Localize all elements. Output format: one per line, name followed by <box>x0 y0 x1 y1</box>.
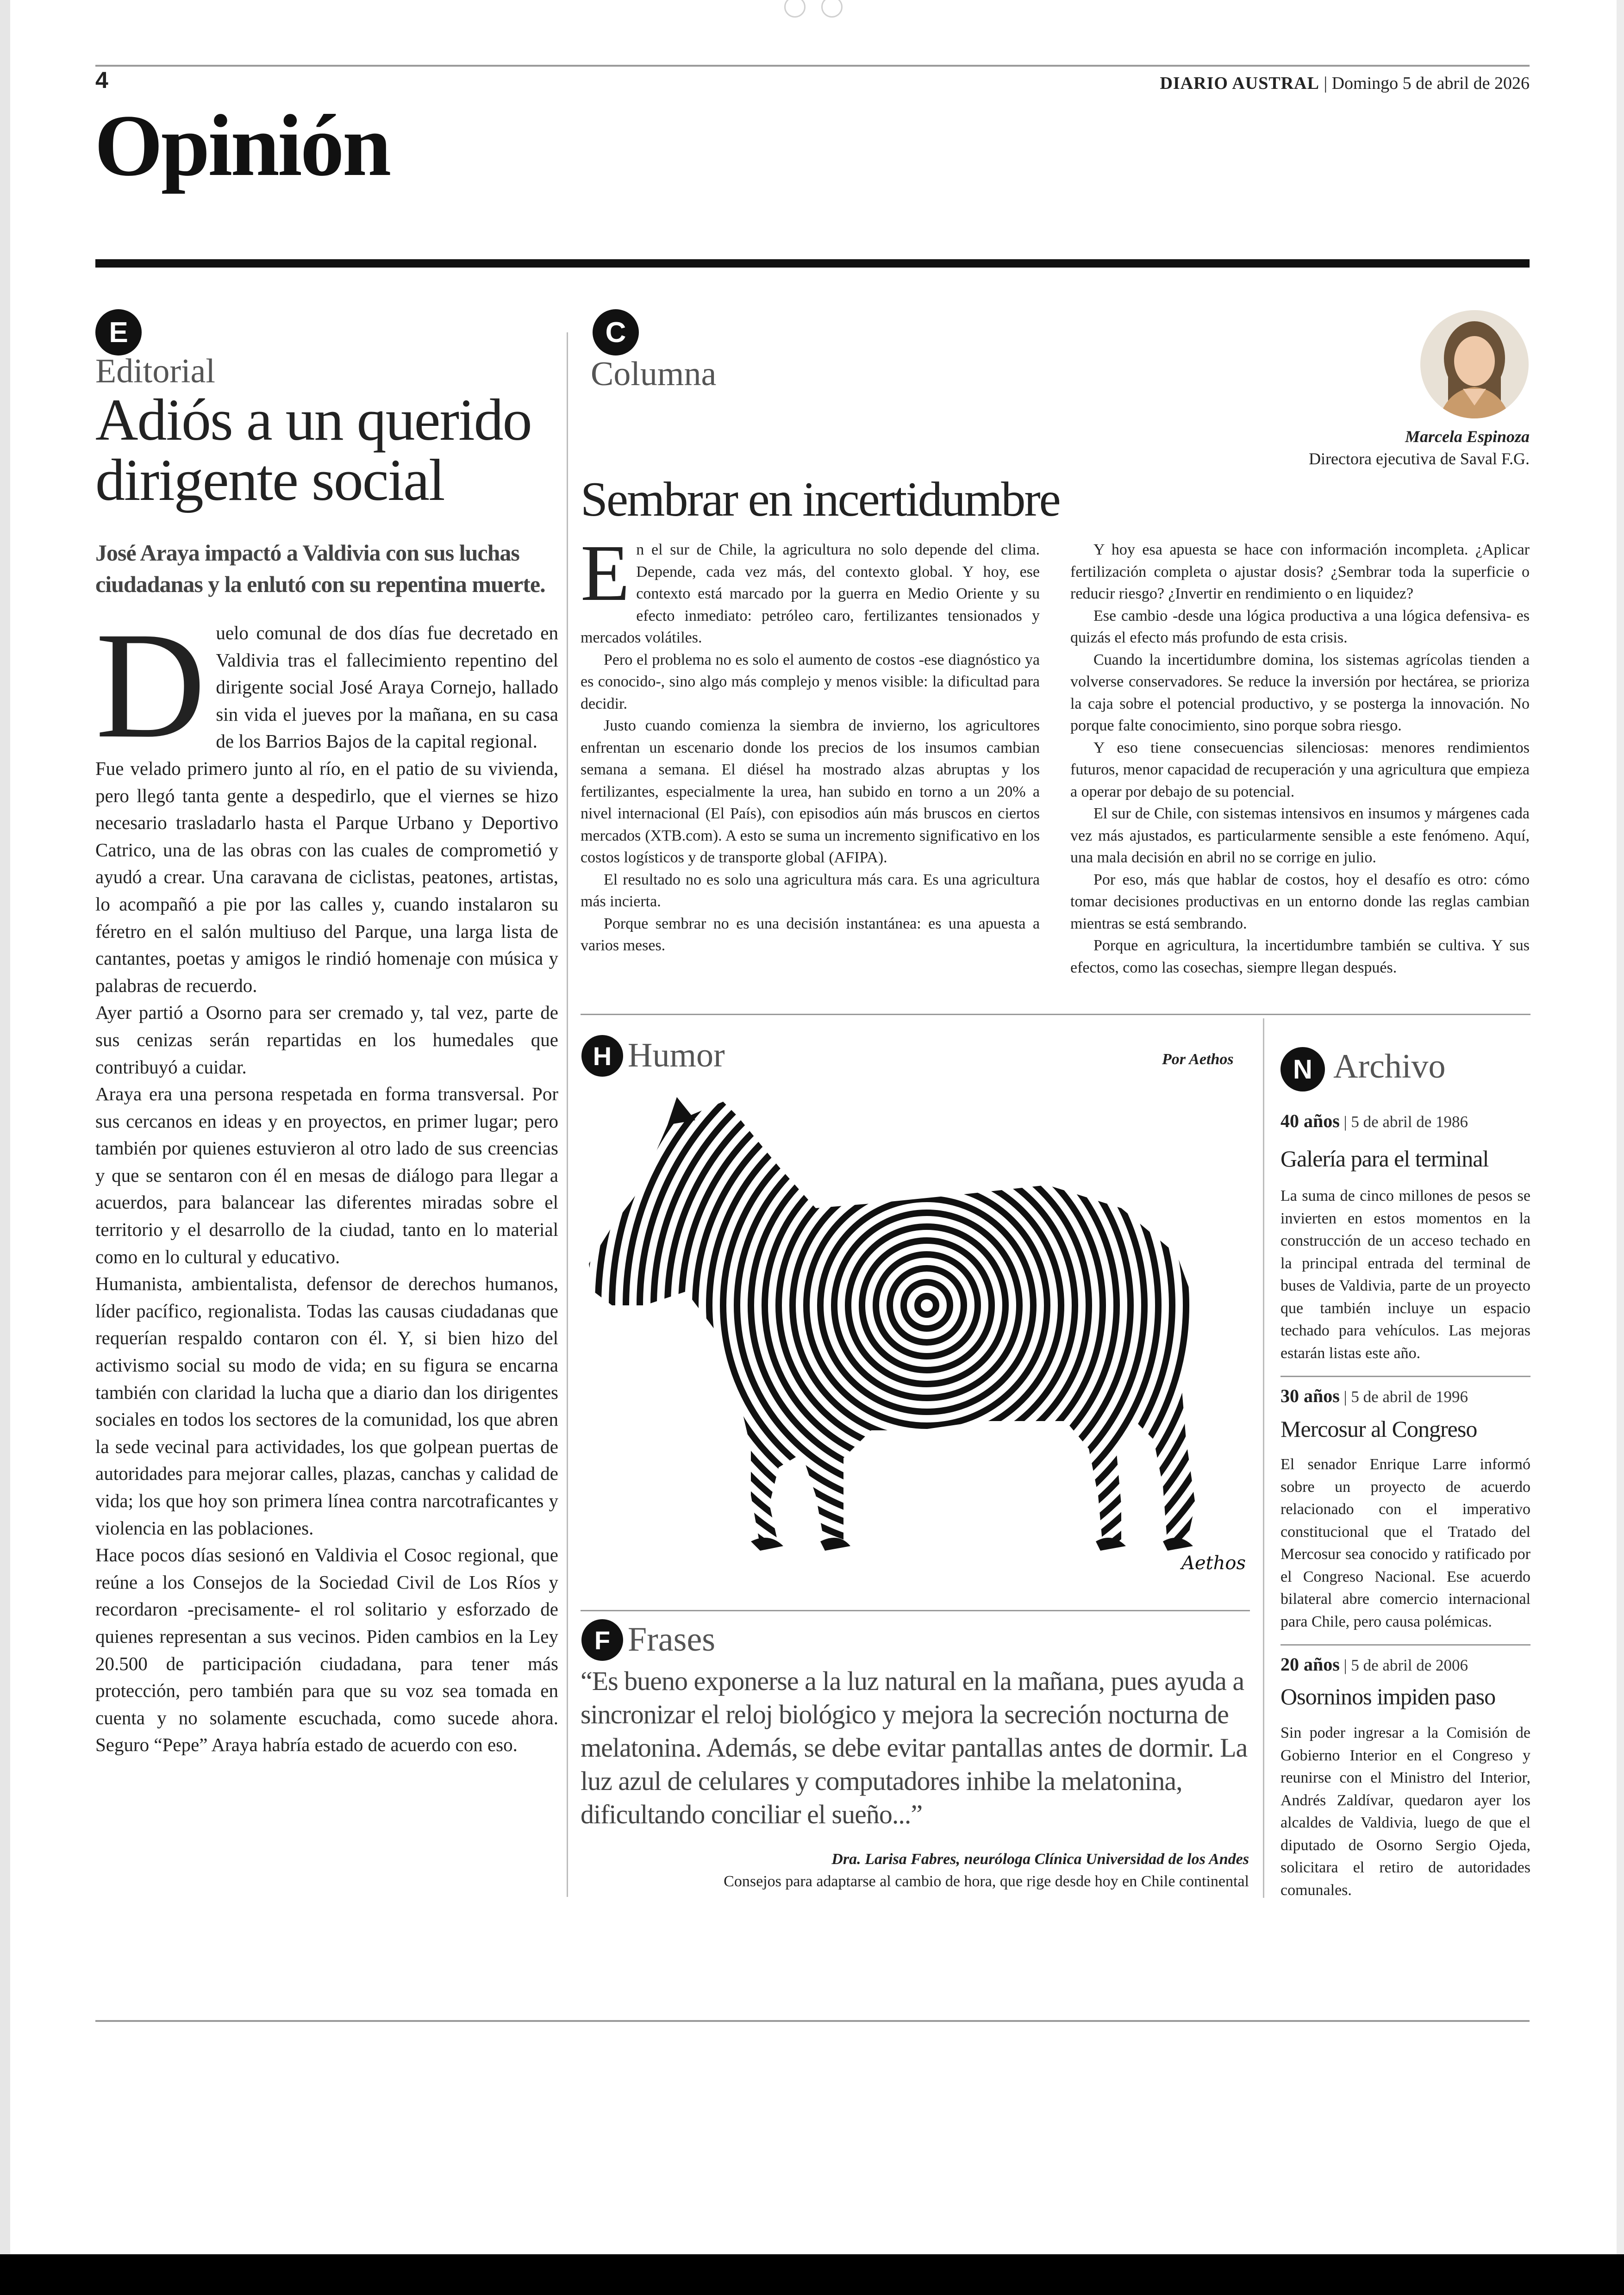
editorial-headline: Adiós a un querido dirigente social <box>95 387 531 513</box>
issue-date: Domingo 5 de abril de 2026 <box>1331 74 1530 93</box>
archivo-date: 5 de abril de 1986 <box>1351 1113 1468 1131</box>
editorial-paragraph: Humanista, ambientalista, defensor de derechos humanos, líder pacífico, regionalista. Todas las causas ciudadanas que requerían respaldo contaron con él. Y, si bien hizo del activismo social su modo de vida; en su figura se encarna también con claridad la lucha que a diario dan los dirigentes sociales en todos los sectores de la comunidad, los que abren la sede vecinal para actividades, los que golpean puertas de autoridades para mejorar calles, plazas, canchas y calidad de vida; los que hoy son primera línea contra narcotraficantes y violencia en las poblaciones. <box>95 1273 558 1539</box>
frases-label: Frases <box>628 1621 716 1659</box>
archivo-years: 40 años <box>1280 1110 1340 1131</box>
column-paragraph: Porque sembrar no es una decisión instantánea: es una apuesta a varios meses. <box>581 915 1040 954</box>
section-rule <box>95 259 1530 268</box>
archivo-item-title: Mercosur al Congreso <box>1280 1416 1477 1442</box>
column-paragraph: Porque en agricultura, la incertidumbre también se cultiva. Y sus efectos, como las cosechas, siempre llegan después. <box>1070 937 1530 976</box>
archivo-date: 5 de abril de 1996 <box>1351 1388 1468 1406</box>
frases-author: Dra. Larisa Fabres, neuróloga Clínica Universidad de los Andes <box>831 1851 1249 1868</box>
column-badge: C <box>593 309 639 355</box>
archivo-item-title: Galería para el terminal <box>1280 1146 1489 1172</box>
editorial-paragraph: Hace pocos días sesionó en Valdivia el Cosoc regional, que reúne a los Consejos de la Sociedad Civil de Los Ríos y recordaron -precisamente- el rol solitario y esforzado de quienes representan a sus vecinos. Piden cambios en la Ley 20.500 de participación ciudadana, para tener más protección, pero también para que su voz sea tomada en cuenta y no solamente escuchada, como sucede ahora. Seguro “Pepe” Araya habría estado de acuerdo con eso. <box>95 1544 558 1756</box>
frases-note: Consejos para adaptarse al cambio de hora, que rige desde hoy en Chile continental <box>724 1873 1249 1890</box>
editorial-paragraph: Fue velado primero junto al río, en el patio de su vivienda, pero llegó tanta gente a despedirlo, que el viernes se hizo necesario trasladarlo hasta el Parque Urbano y Deportivo Catrico, una de las obras con las cuales de comprometió y ayudó a crear. Una caravana de ciclistas, peatones, artistas, lo acompañó a pie por las calles y, cuando instalaron su féretro en el salón multiuso del Parque, una larga lista de cantantes, poetas y amigos le rindió homenaje con música y palabras de recuerdo. <box>95 757 558 996</box>
column-paragraph: Y hoy esa apuesta se hace con información incompleta. ¿Aplicar fertilización completa o ajustar dosis? ¿Sembrar toda la superficie o reducir riesgo? ¿Invertir en rendimiento o en liquidez? <box>1070 541 1530 602</box>
archivo-label: Archivo <box>1333 1048 1446 1085</box>
column-headline: Sembrar en incertidumbre <box>581 472 1060 526</box>
newspaper-name: DIARIO AUSTRAL <box>1160 74 1319 93</box>
column-paragraph: El sur de Chile, con sistemas intensivos en insumos y márgenes cada vez más ajustados, es particularmente sensible a este fenómeno. Aquí, una mala decisión en abril no se corrige en julio. <box>1070 805 1530 866</box>
archivo-item-meta: 30 años | 5 de abril de 1996 <box>1280 1385 1468 1406</box>
column-label: Columna <box>591 355 717 393</box>
page-nav-prev-icon[interactable] <box>784 0 806 18</box>
author-role: Directora ejecutiva de Saval F.G. <box>1309 449 1530 468</box>
editorial-badge: E <box>95 309 142 355</box>
archivo-item-body: Sin poder ingresar a la Comisión de Gobierno Interior en el Congreso y reunirse con el Ministro del Interior, Andrés Zaldívar, quedaron ayer los alcaldes de Valdivia, luego de que el diputado de Osorno Sergio Ojeda, solicitara el retiro de autoridades comunales. <box>1280 1724 1530 1899</box>
page-number: 4 <box>95 67 108 93</box>
editorial-lead: José Araya impactó a Valdivia con sus luchas ciudadanas y la enlutó con su repentina muerte. <box>95 540 545 597</box>
column-paragraph: El resultado no es solo una agricultura más cara. Es una agricultura más incierta. <box>581 871 1040 910</box>
page-nav-next-icon[interactable] <box>821 0 843 18</box>
header-rule <box>95 65 1530 67</box>
editorial-body <box>95 601 558 1759</box>
archivo-years: 30 años <box>1280 1385 1340 1406</box>
column-paragraph: Ese cambio -desde una lógica productiva a una lógica defensiva- es quizás el efecto más profundo de esta crisis. <box>1070 607 1530 646</box>
author-name: Marcela Espinoza <box>1405 427 1530 446</box>
archivo-item-meta: 20 años | 5 de abril de 2006 <box>1280 1654 1468 1675</box>
frases-rule <box>581 1610 1250 1611</box>
middle-rule <box>581 1014 1530 1015</box>
archivo-item-title: Osorninos impiden paso <box>1280 1684 1496 1709</box>
page-edge-left <box>0 0 10 2254</box>
archivo-date: 5 de abril de 2006 <box>1351 1656 1468 1674</box>
viewer-bottom-bar <box>0 2254 1624 2295</box>
editorial-label: Editorial <box>95 352 215 390</box>
humor-badge: H <box>581 1035 623 1077</box>
archivo-separator <box>1280 1644 1530 1646</box>
zebra-cartoon <box>584 1088 1251 1597</box>
column-divider <box>567 332 568 1897</box>
editorial-paragraph: Ayer partió a Osorno para ser cremado y, tal vez, parte de sus cenizas serán repartidas en los humedales que contribuyó a cuidar. <box>95 1002 558 1078</box>
column-paragraph: Y eso tiene consecuencias silenciosas: menores rendimientos futuros, menor capacidad de recuperación y una agricultura que empieza a operar por debajo de su potencial. <box>1070 739 1530 800</box>
archivo-item-meta: 40 años | 5 de abril de 1986 <box>1280 1110 1468 1131</box>
archivo-item-body: La suma de cinco millones de pesos se invierten en estos momentos en la construcción de un acceso techado en la principal entrada del terminal de buses de Valdivia, parte de un proyecto que también incluye un espacio techado para vehículos. Las mejoras estarán listas este año. <box>1280 1187 1530 1362</box>
archive-divider <box>1263 1018 1264 1898</box>
column-paragraph: Cuando la incertidumbre domina, los sistemas agrícolas tienden a volverse conservadores. Se reduce la inversión por hectárea, se prioriza la caja sobre el potencial productivo, y se posterga la innovación. No porque falte conocimiento, sino porque sobra riesgo. <box>1070 651 1530 734</box>
masthead: DIARIO AUSTRAL | Domingo 5 de abril de 2026 <box>1160 74 1530 93</box>
archivo-item-body: El senador Enrique Larre informó sobre un proyecto de acuerdo relacionado con el imperativo constitucional que el Tratado del Mercosur sea conocido y ratificado por el Congreso Nacional. Ese acuerdo bilateral abre comercio internacional para Chile, pero causa polémicas. <box>1280 1456 1530 1630</box>
column-first-paragraph: n el sur de Chile, la agricultura no solo depende del clima. Depende, cada vez más, del contexto global. Y hoy, ese contexto está marcado por la guerra en Medio Oriente y su efecto inmediato: petróleo caro, fertilizantes tensionados y mercados volátiles. <box>581 541 1040 646</box>
editorial-dropcap: D <box>95 601 206 770</box>
archivo-badge: N <box>1280 1047 1325 1091</box>
humor-credit: Por Aethos <box>1162 1051 1234 1068</box>
column-paragraph: Justo cuando comienza la siembra de invierno, los agricultores enfrentan un escenario donde los precios de los insumos cambian semana a semana. El diésel ha mostrado alzas abruptas y los fertilizantes, especialmente la urea, han subido en torno a un 20% a nivel internacional (El País), con episodios aún más bruscos en ciertos mercados (XTB.com). A esto se suma un incremento significativo en los costos logísticos y de transporte global (AFIPA). <box>581 717 1040 866</box>
humor-signature: Aethos <box>1181 1553 1246 1574</box>
column-paragraph: Por eso, más que hablar de costos, hoy el desafío es otro: cómo tomar decisiones productivas en un entorno donde las reglas cambian mientras se está sembrando. <box>1070 871 1530 932</box>
editorial-paragraph: Araya era una persona respetada en forma transversal. Por sus cercanos en ideas y en proyectos, en primer lugar; pero también por quienes estuvieron al otro lado de sus creencias y que se sentaron con él en mesas de diálogo para llegar a acuerdos, para balancear las diferentes miradas sobre el territorio y el desarrollo de la ciudad, tanto en lo material como en lo cultural y educativo. <box>95 1083 558 1267</box>
column-paragraph: Pero el problema no es solo el aumento de costos -ese diagnóstico ya es conocido-, sino algo más complejo y menos visible: la dificultad para decidir. <box>581 651 1040 712</box>
page-edge-right <box>1617 0 1624 2254</box>
frases-quote: “Es bueno exponerse a la luz natural en la mañana, pues ayuda a sincronizar el reloj biológico y mejora la secreción nocturna de melatonina. Además, se debe evitar pantallas antes de dormir. La luz azul de celulares y computadores inhibe la melatonina, dificultando conciliar el sueño...” <box>581 1666 1248 1829</box>
humor-label: Humor <box>628 1036 725 1074</box>
section-title: Opinión <box>94 97 390 194</box>
column-dropcap: E <box>581 528 630 617</box>
footer-rule <box>95 2020 1530 2022</box>
column-body <box>581 528 1530 992</box>
editorial-first-paragraph: uelo comunal de dos días fue decretado en Valdivia tras el fallecimiento repentino del dirigente social José Araya Cornejo, hallado sin vida el jueves por la mañana, en su casa de los Barrios Bajos de la capital regional. <box>216 622 558 752</box>
author-avatar <box>1420 310 1529 418</box>
frases-badge: F <box>581 1619 623 1661</box>
archivo-years: 20 años <box>1280 1654 1340 1675</box>
archivo-separator <box>1280 1376 1530 1377</box>
